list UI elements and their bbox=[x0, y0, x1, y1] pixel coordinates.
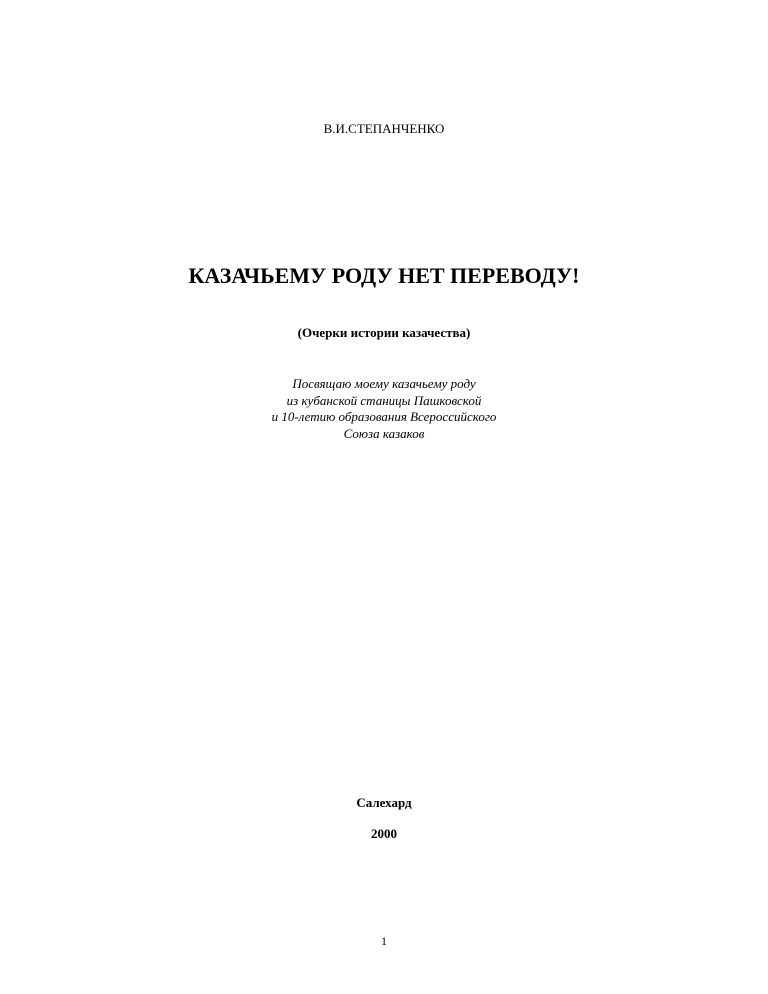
dedication-line: Посвящаю моему казачьему роду bbox=[292, 376, 476, 391]
book-title: КАЗАЧЬЕМУ РОДУ НЕТ ПЕРЕВОДУ! bbox=[188, 263, 580, 288]
dedication-line: из кубанской станицы Пашковской bbox=[286, 392, 482, 408]
page-number: 1 bbox=[381, 934, 387, 948]
dedication-line: и 10-летию образования Всероссийского bbox=[271, 409, 497, 424]
publication-year: 2000 bbox=[371, 826, 397, 841]
author-name: В.И.СТЕПАНЧЕНКО bbox=[323, 121, 445, 136]
publication-city: Салехард bbox=[356, 795, 412, 810]
dedication-line: Союза казаков bbox=[343, 425, 425, 441]
dedication-block bbox=[0, 376, 768, 442]
book-subtitle: (Очерки истории казачества) bbox=[297, 325, 471, 340]
